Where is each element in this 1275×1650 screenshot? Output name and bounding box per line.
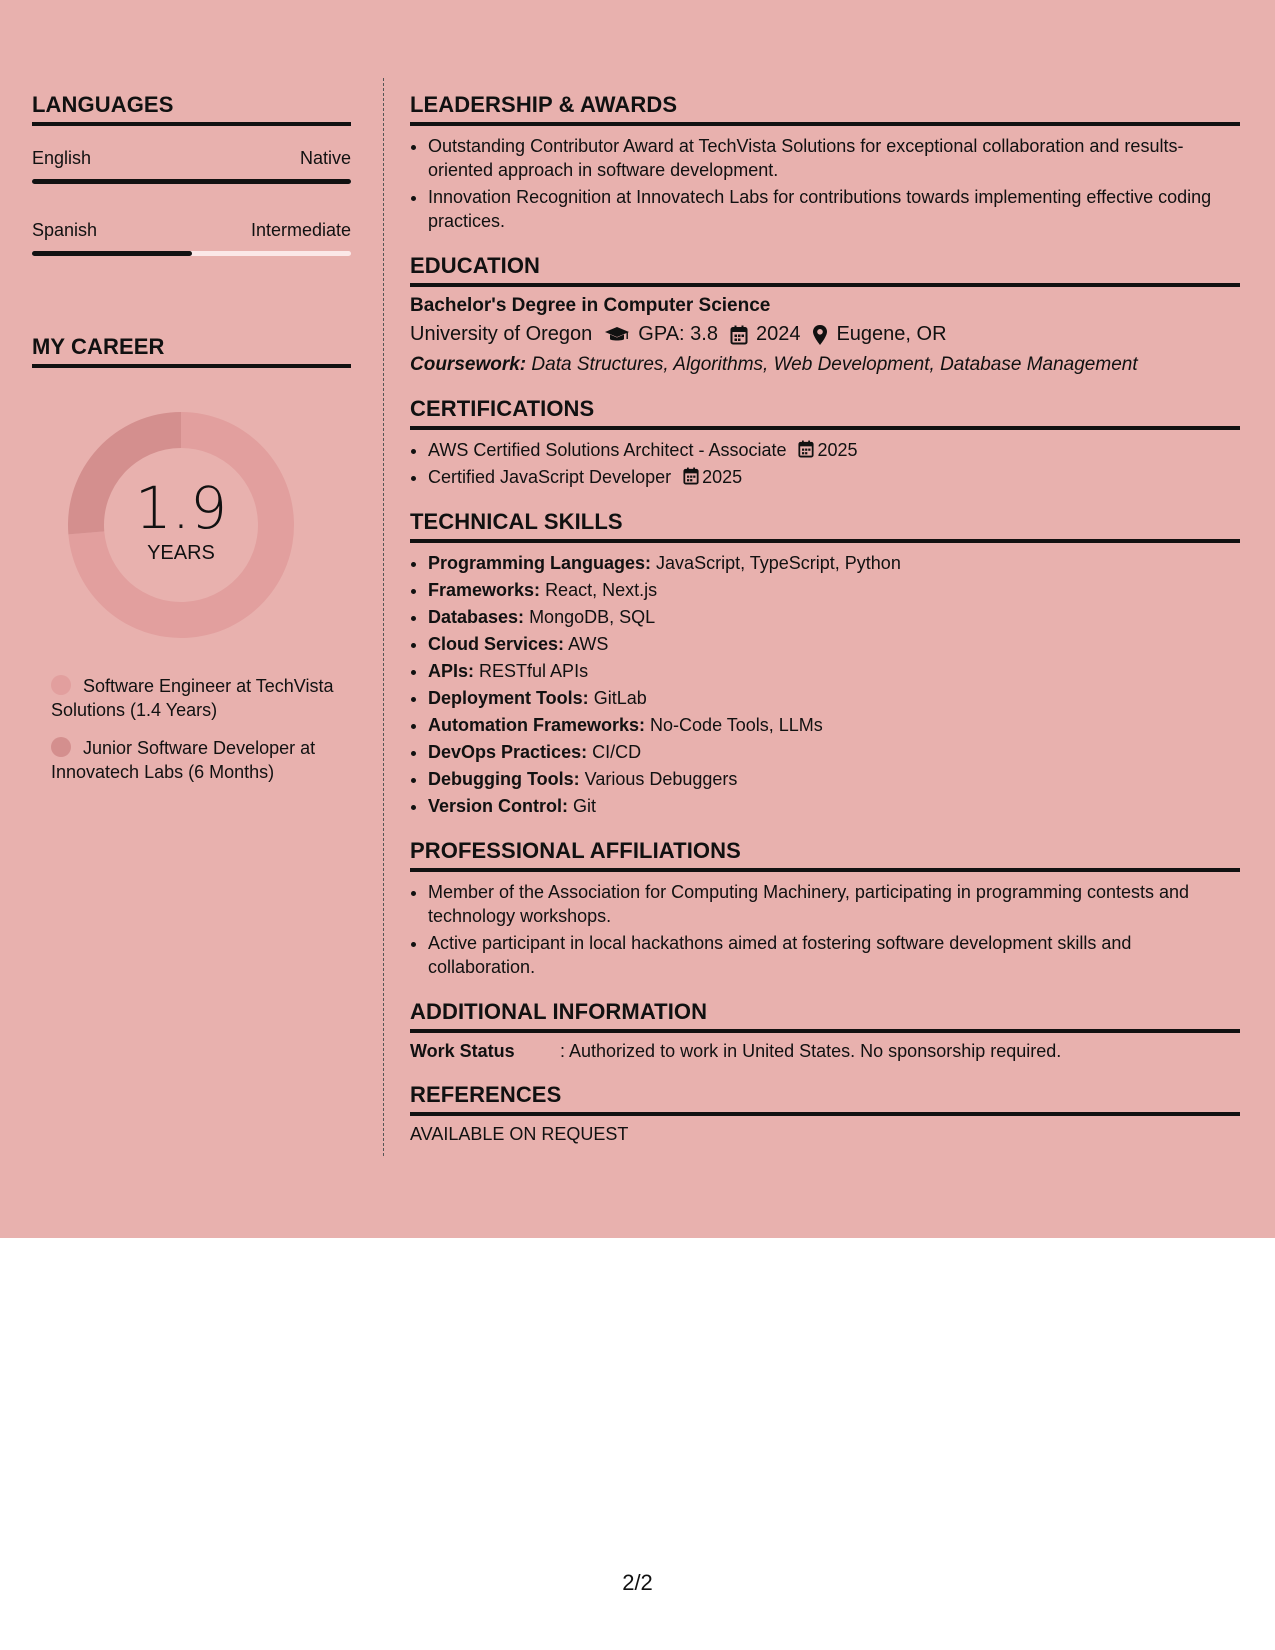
list-item: • Innovation Recognition at Innovatech Labs for contributions towards implementing effective coding practices. <box>428 185 1240 233</box>
cert-year: 2025 <box>817 440 858 460</box>
language-bar-fill <box>32 251 192 256</box>
career-total-value: 1.9 <box>134 474 228 542</box>
list-item: • Outstanding Contributor Award at TechVista Solutions for exceptional collaboration and results-oriented approach in software development. <box>428 134 1240 182</box>
language-bar-fill <box>32 179 351 184</box>
legend-item <box>51 674 351 722</box>
list-item <box>428 740 1240 764</box>
legend-item <box>51 736 351 784</box>
list-item <box>428 551 1240 575</box>
calendar-icon <box>730 325 748 345</box>
skill-label: Debugging Tools: <box>428 769 580 789</box>
career-legend <box>51 674 351 784</box>
work-status-label: Work Status <box>410 1041 515 1061</box>
language-bar <box>32 179 351 184</box>
references-title: REFERENCES <box>410 1082 1240 1116</box>
references-text: AVAILABLE ON REQUEST <box>410 1124 629 1144</box>
additional-title: ADDITIONAL INFORMATION <box>410 999 1240 1033</box>
legend-dot <box>51 675 71 695</box>
right-column <box>410 92 1240 1165</box>
education-location: Eugene, OR <box>836 323 947 345</box>
location-pin-icon <box>812 324 828 346</box>
skill-value: JavaScript, TypeScript, Python <box>656 553 901 573</box>
education-degree: Bachelor's Degree in Computer Science <box>410 295 771 316</box>
leadership-title: LEADERSHIP & AWARDS <box>410 92 1240 126</box>
language-name: Spanish <box>32 220 98 240</box>
language-level: Intermediate <box>250 220 351 240</box>
skill-label: Automation Frameworks: <box>428 715 646 735</box>
skill-label: Frameworks: <box>428 580 541 600</box>
language-level: Native <box>299 148 351 168</box>
career-donut-chart <box>66 410 296 640</box>
education-gpa: GPA: 3.8 <box>638 323 718 345</box>
skill-value: MongoDB, SQL <box>529 607 656 627</box>
list-item <box>428 605 1240 629</box>
coursework-label: Coursework: <box>410 354 527 375</box>
skill-value: RESTful APIs <box>479 661 589 681</box>
skill-label: DevOps Practices: <box>428 742 588 762</box>
education-coursework <box>410 354 1240 376</box>
list-item <box>428 686 1240 710</box>
references-section <box>410 1082 1240 1145</box>
education-year: 2024 <box>755 323 801 345</box>
page-number: 2/2 <box>622 1570 653 1595</box>
legend-label: Junior Software Developer at Innovatech Labs (6 Months) <box>51 738 316 782</box>
skill-label: APIs: <box>428 661 475 681</box>
list-item <box>428 632 1240 656</box>
certifications-title: CERTIFICATIONS <box>410 396 1240 430</box>
list-item <box>428 767 1240 791</box>
list-item <box>428 578 1240 602</box>
skills-title: TECHNICAL SKILLS <box>410 509 1240 543</box>
list-item: • Active participant in local hackathons aimed at fostering software development skills and collaboration. <box>428 931 1240 979</box>
column-divider <box>383 78 384 1156</box>
list-item <box>428 438 1240 462</box>
skill-label: Databases: <box>428 607 525 627</box>
legend-dot <box>51 737 71 757</box>
education-details <box>410 323 1240 346</box>
skill-label: Deployment Tools: <box>428 688 589 708</box>
skill-label: Version Control: <box>428 796 569 816</box>
skill-value: AWS <box>568 634 609 654</box>
skill-label: Cloud Services: <box>428 634 565 654</box>
cert-name: Certified JavaScript Developer <box>428 467 672 487</box>
languages-title: LANGUAGES <box>32 92 351 126</box>
skill-value: Various Debuggers <box>584 769 738 789</box>
skill-label: Programming Languages: <box>428 553 652 573</box>
education-school: University of Oregon <box>410 323 593 345</box>
affiliations-title: PROFESSIONAL AFFILIATIONS <box>410 838 1240 872</box>
leadership-section <box>410 92 1240 233</box>
skill-value: Git <box>573 796 597 816</box>
work-status-value: : Authorized to work in United States. No sponsorship required. <box>560 1041 1062 1061</box>
education-title: EDUCATION <box>410 253 1240 287</box>
coursework-value: Data Structures, Algorithms, Web Development, Database Management <box>531 354 1138 375</box>
career-title: MY CAREER <box>32 334 351 368</box>
skill-value: No-Code Tools, LLMs <box>650 715 823 735</box>
language-bar <box>32 251 351 256</box>
affiliations-section <box>410 838 1240 979</box>
career-total-unit: YEARS <box>147 542 215 564</box>
language-spanish <box>32 220 351 256</box>
work-status-row <box>410 1041 1240 1062</box>
cert-year: 2025 <box>702 467 743 487</box>
list-item <box>428 794 1240 818</box>
education-section <box>410 253 1240 376</box>
list-item: • Member of the Association for Computing Machinery, participating in programming contests and technology workshops. <box>428 880 1240 928</box>
skill-value: CI/CD <box>592 742 642 762</box>
additional-section <box>410 999 1240 1062</box>
skills-section <box>410 509 1240 818</box>
left-column <box>32 92 351 798</box>
legend-label: Software Engineer at TechVista Solutions (1.4 Years) <box>51 676 334 720</box>
list-item <box>428 713 1240 737</box>
calendar-icon <box>683 467 699 485</box>
skill-value: React, Next.js <box>545 580 658 600</box>
language-english <box>32 148 351 184</box>
calendar-icon <box>798 440 814 458</box>
graduation-cap-icon <box>604 325 630 345</box>
certifications-section <box>410 396 1240 489</box>
skill-value: GitLab <box>593 688 647 708</box>
language-name: English <box>32 148 92 168</box>
list-item <box>428 659 1240 683</box>
cert-name: AWS Certified Solutions Architect - Associate <box>428 440 787 460</box>
list-item <box>428 465 1240 489</box>
